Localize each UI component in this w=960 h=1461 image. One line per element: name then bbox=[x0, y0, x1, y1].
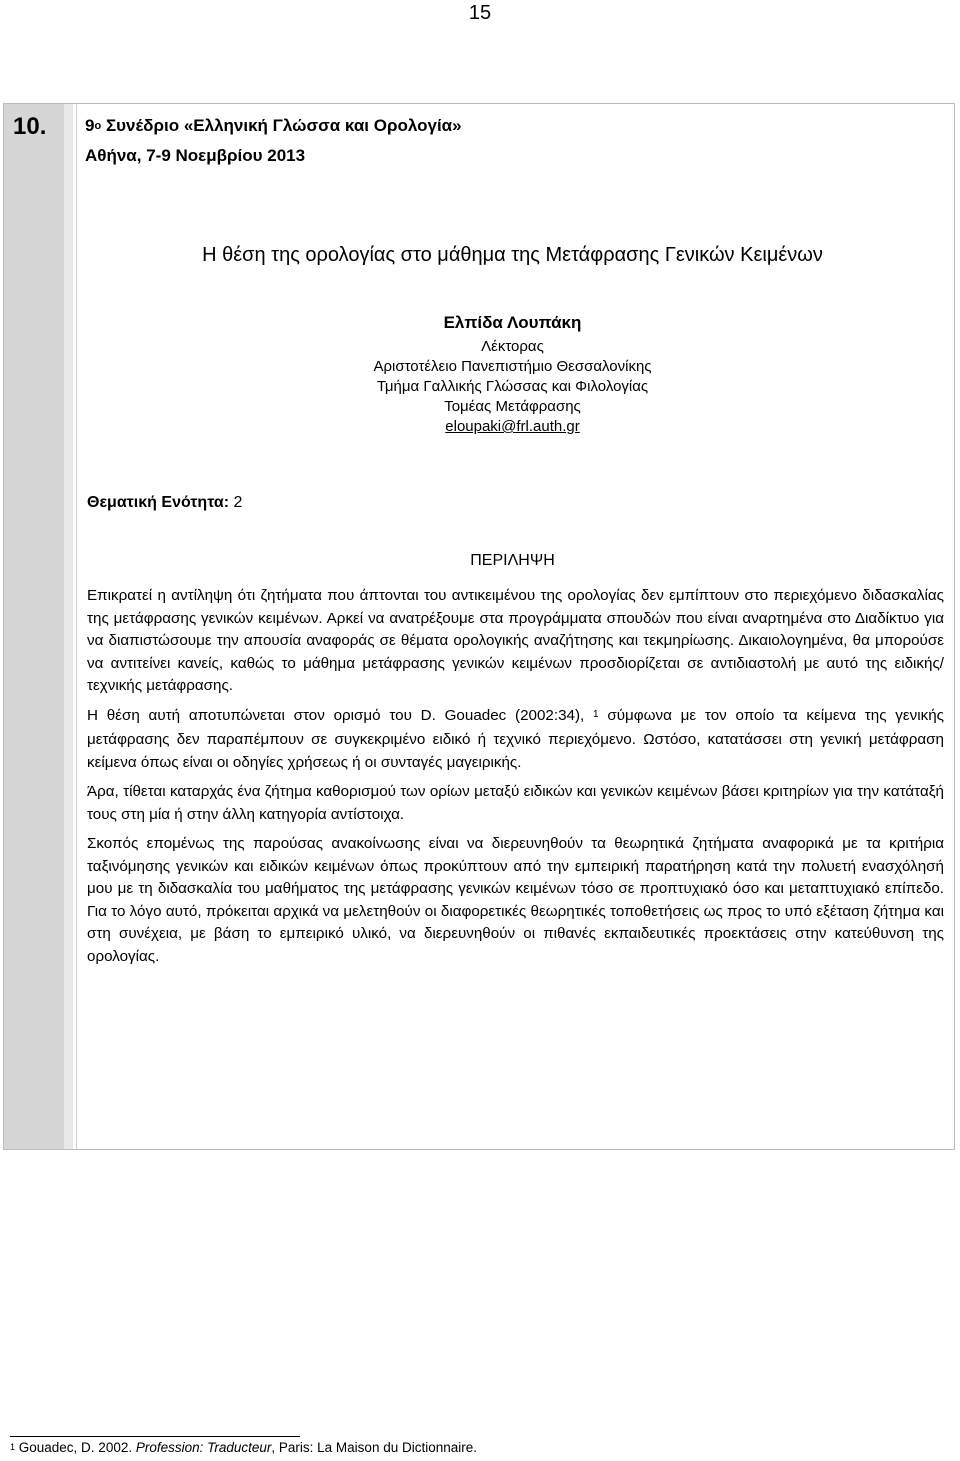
thematic-section-value: 2 bbox=[233, 494, 243, 511]
conference-header bbox=[85, 112, 462, 170]
footnote-number: 1 bbox=[10, 1442, 16, 1452]
entry-content bbox=[76, 104, 948, 1149]
abstract-paragraph-3: Άρα, τίθεται καταρχάς ένα ζήτημα καθορισμού των ορίων μεταξύ ειδικών και γενικών κειμένων βάσει κριτηρίων για την κατάταξή τους στη μία ή στην άλλη κατηγορία αντίστοιχα. bbox=[87, 783, 944, 823]
entry-number-column bbox=[4, 104, 73, 1149]
conference-place-date: Αθήνα, 7-9 Νοεμβρίου 2013 bbox=[85, 146, 306, 165]
thematic-section bbox=[87, 494, 242, 512]
abstract-body bbox=[87, 585, 944, 975]
paper-title: Η θέση της ορολογίας στο μάθημα της Μετάφρασης Γενικών Κειμένων bbox=[202, 244, 823, 266]
footnote-divider bbox=[10, 1436, 300, 1437]
author-position: Λέκτορας bbox=[481, 338, 544, 355]
entry-number: 10. bbox=[13, 113, 47, 140]
abstract-paragraph-1: Επικρατεί η αντίληψη ότι ζητήματα που άπτονται του αντικειμένου της ορολογίας δεν εμπίπτουν στο περιεχόμενο διδασκαλίας της μετάφρασης γενικών κειμένων. Αρκεί να ανατρέξουμε στα προγράμματα σπουδών που είναι αναρτημένα στο Διαδίκτυο για να διαπιστώσουμε την απουσία αναφοράς σε θέματα ορολογικής αναζήτησης και τεκμηρίωσης. Δικαιολογημένα, θα μπορούσε να αντιτείνει κανείς, καθώς το μάθημα μετάφρασης γενικών κειμένων προσδιορίζεται σε αντιδιαστολή με αυτό της ειδικής/τεχνικής μετάφρασης. bbox=[87, 587, 944, 694]
footnote-reference[interactable]: 1 bbox=[593, 708, 599, 720]
footnote-text-end: , Paris: La Maison du Dictionnaire. bbox=[271, 1440, 478, 1455]
conference-name-line bbox=[85, 112, 462, 142]
abstract-paragraph-2-start: Η θέση αυτή αποτυπώνεται στον ορισμό του D. Gouadec (2002:34), bbox=[87, 706, 585, 724]
footnote-text-start: Gouadec, D. 2002. bbox=[15, 1440, 136, 1455]
page-number: 15 bbox=[468, 2, 492, 24]
abstract-paragraph-4: Σκοπός επομένως της παρούσας ανακοίνωσης είναι να διερευνηθούν τα θεωρητικά ζητήματα αναφορικά με τα κριτήρια ταξινόμησης γενικών και ειδικών κειμένων όπως προκύπτουν από την εμπειρική παρατήρηση κατά την πολυετή ενασχόλησή μου με τη διδασκαλία του μαθήματος της μετάφρασης γενικών κειμένων τόσο σε προπτυχιακό όσο και μεταπτυχιακό επίπεδο. Για το λόγο αυτό, πρόκειται αρχικά να μελετηθούν οι διαφορετικές θεωρητικές τοποθετήσεις ως προς το υπό εξέταση ζήτημα και στη συνέχεια, με βάση το εμπειρικό υλικό, να διερευνηθούν οι πιθανές εκπαιδευτικές προεκτάσεις στην κατεύθυνση της ορολογίας. bbox=[87, 835, 944, 965]
abstract-paragraph-2 bbox=[87, 705, 944, 775]
footnote bbox=[10, 1440, 477, 1455]
author-department: Τμήμα Γαλλικής Γλώσσας και Φιλολογίας bbox=[376, 378, 649, 395]
abstract-paragraph-2-end: σύμφωνα με τον οποίο τα κείμενα της γενικής μετάφρασης δεν παραπέμπουν σε συγκεκριμένο ειδικό ή τεχνικό περιεχόμενο. Ωστόσο, κατατάσσει στη γενική μετάφραση κείμενα όπως είναι οι οδηγίες χρήσεως ή οι συνταγές μαγειρικής. bbox=[87, 706, 944, 771]
author-email-link[interactable]: eloupaki@frl.auth.gr bbox=[445, 418, 580, 435]
author-name: Ελπίδα Λουπάκη bbox=[443, 313, 582, 332]
thematic-section-label: Θεματική Ενότητα: bbox=[87, 494, 230, 511]
abstract-heading: ΠΕΡΙΛΗΨΗ bbox=[470, 552, 555, 569]
author-university: Αριστοτέλειο Πανεπιστήμιο Θεσσαλονίκης bbox=[373, 358, 652, 375]
conference-entry bbox=[3, 103, 955, 1150]
conference-name: Συνέδριο «Ελληνική Γλώσσα και Ορολογία» bbox=[105, 116, 462, 135]
conference-number: 9 bbox=[85, 116, 95, 135]
conference-ordinal: ο bbox=[94, 120, 102, 132]
footnote-book-title: Profession: Traducteur bbox=[135, 1440, 272, 1455]
author-block bbox=[77, 309, 948, 437]
author-sector: Τομέας Μετάφρασης bbox=[444, 398, 581, 415]
